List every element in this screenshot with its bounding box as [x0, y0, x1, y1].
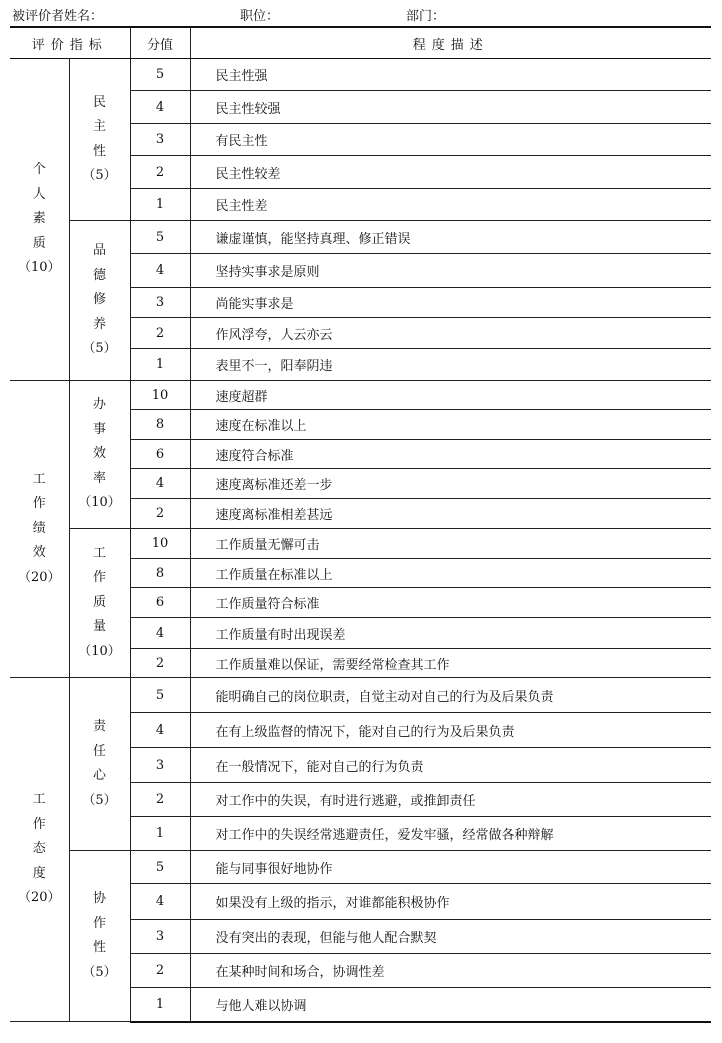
- indicator-sub-char: 协: [93, 891, 107, 906]
- score-cell: 3: [130, 288, 190, 318]
- indicator-sub-char: 养: [93, 316, 107, 332]
- table-row: [10, 678, 711, 713]
- indicator-sub-points: （10）: [78, 495, 121, 511]
- indicator-sub-points: （5）: [82, 341, 117, 357]
- score-cell: 5: [130, 678, 190, 713]
- indicator-sub-char: 办: [93, 397, 107, 413]
- score-cell: 4: [130, 713, 190, 748]
- indicator-group-char: 绩: [32, 520, 46, 536]
- indicator-sub-char: 量: [93, 619, 107, 635]
- indicator-sub-cell: [69, 678, 130, 851]
- table-row: [10, 851, 711, 884]
- indicator-sub-char: 主: [93, 119, 107, 134]
- description-cell: 速度离标准相差甚远: [190, 499, 711, 529]
- description-cell: 在有上级监督的情况下，能对自己的行为及后果负责: [190, 713, 711, 748]
- header-indicator: 评价指标: [10, 27, 130, 59]
- indicator-sub-char: 性: [93, 940, 107, 955]
- indicator-group-char: 个: [32, 162, 46, 178]
- indicator-sub-char: 工: [93, 545, 107, 561]
- description-cell: 能与同事很好地协作: [190, 851, 711, 884]
- indicator-sub-char: 任: [93, 743, 107, 759]
- description-cell: 速度在标准以上: [190, 410, 711, 440]
- indicator-group-char: 作: [32, 816, 46, 832]
- score-cell: 3: [130, 748, 190, 783]
- score-cell: 2: [130, 954, 190, 988]
- indicator-group-cell: [10, 381, 69, 678]
- description-cell: 坚持实事求是原则: [190, 254, 711, 288]
- indicator-sub-char: 德: [93, 267, 107, 283]
- score-cell: 10: [130, 529, 190, 559]
- indicator-sub-char: 心: [93, 768, 107, 783]
- form-header: [0, 0, 722, 26]
- table-header-row: [10, 27, 711, 59]
- score-cell: 10: [130, 381, 190, 410]
- description-cell: 工作质量在标准以上: [190, 559, 711, 588]
- indicator-group-char: 质: [32, 235, 46, 251]
- table-body: [10, 59, 711, 1022]
- description-cell: 民主性较强: [190, 91, 711, 124]
- evaluation-table: [10, 26, 711, 1023]
- description-cell: 速度符合标准: [190, 440, 711, 469]
- table-row: [10, 381, 711, 410]
- score-cell: 5: [130, 851, 190, 884]
- description-cell: 工作质量难以保证，需要经常检查其工作: [190, 649, 711, 678]
- description-cell: 谦虚谨慎，能坚持真理、修正错误: [190, 221, 711, 254]
- department-label: 部门：: [406, 9, 446, 24]
- indicator-group-points: （20）: [17, 890, 61, 906]
- header-score: 分值: [130, 27, 190, 59]
- indicator-sub-cell: [69, 221, 130, 381]
- description-cell: 作风浮夸，人云亦云: [190, 318, 711, 349]
- indicator-sub-points: （10）: [78, 643, 121, 659]
- score-cell: 1: [130, 817, 190, 851]
- description-cell: 表里不一，阳奉阴违: [190, 349, 711, 381]
- indicator-group-char: 人: [32, 186, 46, 202]
- score-cell: 4: [130, 884, 190, 920]
- score-cell: 1: [130, 349, 190, 381]
- description-cell: 民主性差: [190, 189, 711, 221]
- indicator-group-points: （10）: [17, 260, 61, 276]
- indicator-sub-char: 事: [93, 421, 107, 437]
- indicator-sub-char: 民: [93, 94, 107, 110]
- score-cell: 4: [130, 91, 190, 124]
- indicator-group-char: 工: [32, 792, 46, 808]
- indicator-sub-char: 质: [93, 594, 107, 610]
- score-cell: 8: [130, 410, 190, 440]
- indicator-sub-cell: [69, 381, 130, 529]
- indicator-sub-char: 效: [93, 446, 107, 462]
- indicator-group-char: 作: [32, 496, 46, 512]
- indicator-sub-char: 作: [93, 570, 107, 586]
- description-cell: 尚能实事求是: [190, 288, 711, 318]
- header-description: 程度描述: [190, 27, 711, 59]
- score-cell: 6: [130, 440, 190, 469]
- score-cell: 2: [130, 783, 190, 817]
- indicator-group-cell: [10, 678, 69, 1022]
- description-cell: 民主性强: [190, 59, 711, 91]
- description-cell: 速度超群: [190, 381, 711, 410]
- description-cell: 在某种时间和场合，协调性差: [190, 954, 711, 988]
- table-row: [10, 529, 711, 559]
- score-cell: 1: [130, 988, 190, 1022]
- table-row: [10, 59, 711, 91]
- description-cell: 没有突出的表现，但能与他人配合默契: [190, 920, 711, 954]
- description-cell: 民主性较差: [190, 156, 711, 189]
- score-cell: 2: [130, 649, 190, 678]
- indicator-sub-char: 责: [93, 719, 107, 734]
- indicator-group-char: 工: [32, 471, 46, 487]
- description-cell: 工作质量无懈可击: [190, 529, 711, 559]
- indicator-sub-char: 作: [93, 915, 107, 931]
- score-cell: 4: [130, 469, 190, 499]
- description-cell: 速度离标准还差一步: [190, 469, 711, 499]
- score-cell: 3: [130, 124, 190, 156]
- score-cell: 8: [130, 559, 190, 588]
- indicator-sub-char: 性: [93, 143, 107, 159]
- indicator-sub-points: （5）: [82, 792, 117, 808]
- score-cell: 6: [130, 588, 190, 618]
- description-cell: 与他人难以协调: [190, 988, 711, 1022]
- description-cell: 有民主性: [190, 124, 711, 156]
- indicator-sub-cell: [69, 851, 130, 1022]
- indicator-group-char: 效: [32, 545, 46, 561]
- description-cell: 在一般情况下，能对自己的行为负责: [190, 748, 711, 783]
- indicator-group-points: （20）: [17, 569, 61, 585]
- description-cell: 如果没有上级的指示，对谁都能积极协作: [190, 884, 711, 920]
- score-cell: 1: [130, 189, 190, 221]
- indicator-sub-cell: [69, 529, 130, 678]
- indicator-sub-cell: [69, 59, 130, 221]
- indicator-sub-char: 品: [93, 243, 107, 259]
- score-cell: 3: [130, 920, 190, 954]
- indicator-sub-points: （5）: [82, 168, 117, 183]
- score-cell: 5: [130, 59, 190, 91]
- indicator-sub-char: 率: [93, 470, 107, 486]
- description-cell: 工作质量有时出现误差: [190, 618, 711, 649]
- description-cell: 能明确自己的岗位职责，自觉主动对自己的行为及后果负责: [190, 678, 711, 713]
- description-cell: 对工作中的失误经常逃避责任，爱发牢骚，经常做各种辩解: [190, 817, 711, 851]
- score-cell: 4: [130, 618, 190, 649]
- evaluator-name-label: 被评价者姓名：: [12, 9, 104, 24]
- indicator-sub-char: 修: [93, 292, 107, 308]
- indicator-group-cell: [10, 59, 69, 381]
- score-cell: 4: [130, 254, 190, 288]
- description-cell: 对工作中的失误，有时进行逃避，或推卸责任: [190, 783, 711, 817]
- score-cell: 2: [130, 499, 190, 529]
- indicator-group-char: 度: [32, 865, 46, 881]
- indicator-group-char: 态: [32, 841, 46, 857]
- score-cell: 5: [130, 221, 190, 254]
- description-cell: 工作质量符合标准: [190, 588, 711, 618]
- score-cell: 2: [130, 156, 190, 189]
- indicator-sub-points: （5）: [82, 964, 117, 980]
- position-label: 职位：: [240, 9, 280, 24]
- indicator-group-char: 素: [32, 211, 46, 227]
- score-cell: 2: [130, 318, 190, 349]
- table-row: [10, 221, 711, 254]
